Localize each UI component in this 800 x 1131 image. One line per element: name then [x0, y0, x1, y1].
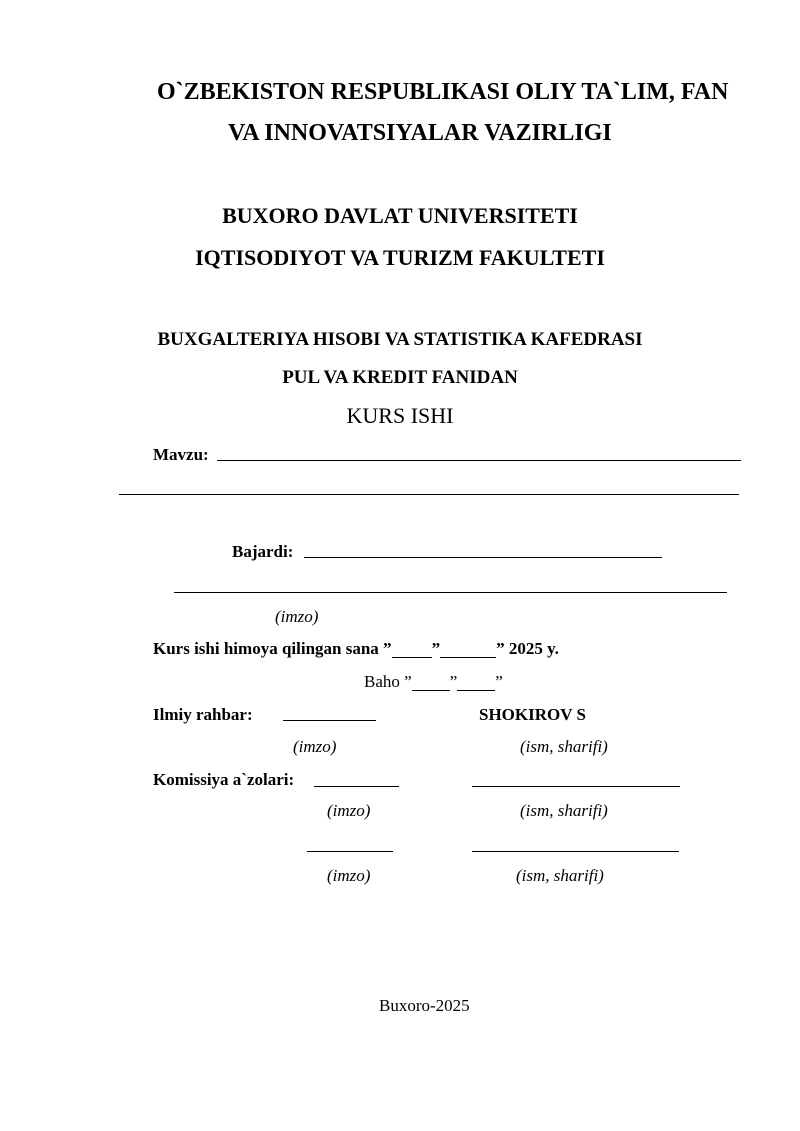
commission-name-line-1[interactable]	[472, 786, 680, 787]
topic-label: Mavzu:	[153, 445, 209, 464]
grade-mid: ”	[449, 672, 458, 691]
performer-line[interactable]	[304, 557, 662, 558]
defense-date-mid: ”	[431, 639, 441, 658]
supervisor-label: Ilmiy rahbar:	[153, 705, 253, 724]
grade-field	[364, 673, 503, 691]
supervisor-signature-note: (imzo)	[293, 737, 337, 756]
defense-month-blank[interactable]	[440, 640, 496, 658]
commission-signature-note-1: (imzo)	[327, 801, 371, 820]
performer-line-2[interactable]	[174, 592, 727, 593]
commission-name-line-2[interactable]	[472, 851, 679, 852]
defense-day-blank[interactable]	[392, 640, 432, 658]
supervisor-name: SHOKIROV S	[479, 705, 586, 724]
topic-line-2[interactable]	[119, 494, 739, 495]
defense-date-label: Kurs ishi himoya qilingan sana ”	[153, 639, 392, 658]
commission-signature-note-2: (imzo)	[327, 866, 371, 885]
grade-blank-1[interactable]	[412, 673, 450, 691]
supervisor-signature-line[interactable]	[283, 720, 376, 721]
grade-label: Baho ”	[364, 672, 412, 691]
department-name: BUXGALTERIYA HISOBI VA STATISTIKA KAFEDRASI	[157, 329, 643, 350]
university-name: BUXORO DAVLAT UNIVERSITETI	[222, 203, 578, 228]
subject-name: PUL VA KREDIT FANIDAN	[282, 367, 518, 388]
work-type-title: KURS ISHI	[346, 403, 454, 428]
defense-date-field	[153, 640, 559, 658]
ministry-line-2: VA INNOVATSIYALAR VAZIRLIGI	[228, 120, 612, 146]
defense-date-end: ” 2025 y.	[496, 639, 559, 658]
commission-signature-line-1[interactable]	[314, 786, 399, 787]
supervisor-name-note: (ism, sharifi)	[520, 737, 608, 756]
commission-name-note-1: (ism, sharifi)	[520, 801, 608, 820]
footer-city-year: Buxoro-2025	[379, 996, 470, 1015]
grade-blank-2[interactable]	[457, 673, 495, 691]
commission-name-note-2: (ism, sharifi)	[516, 866, 604, 885]
performer-signature-note: (imzo)	[275, 607, 319, 626]
faculty-name: IQTISODIYOT VA TURIZM FAKULTETI	[195, 245, 605, 270]
commission-signature-line-2[interactable]	[307, 851, 393, 852]
performer-label: Bajardi:	[232, 542, 294, 561]
topic-line-1[interactable]	[217, 460, 741, 461]
commission-label: Komissiya a`zolari:	[153, 770, 295, 789]
grade-end: ”	[495, 672, 503, 691]
ministry-line-1: O`ZBEKISTON RESPUBLIKASI OLIY TA`LIM, FAN	[157, 79, 729, 105]
